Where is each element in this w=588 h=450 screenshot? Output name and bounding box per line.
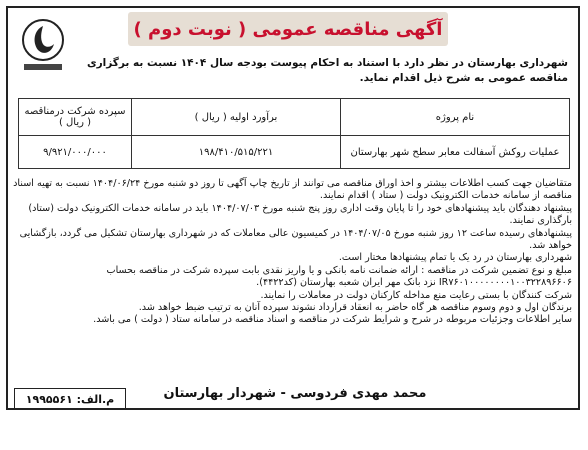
- condition-8: سایر اطلاعات وجزئیات مربوطه در شرح و شرایط شرکت در مناقصه و اسناد مناقصه در سامانه ستاد ( دولت ) می باشد.: [93, 314, 572, 326]
- municipality-logo: [14, 16, 72, 78]
- signature: محمد مهدی فردوسی - شهردار بهارستان: [163, 386, 427, 401]
- intro-paragraph: شهرداری بهارستان در نظر دارد با استناد به احکام پیوست بودجه سال ۱۴۰۴ نسبت به برگزاری مناقصه عمومی به شرح ذیل اقدام نماید.: [87, 57, 568, 84]
- cell-project-name: عملیات روکش آسفالت معابر سطح شهر بهارستان: [341, 136, 570, 169]
- publication-code: م.الف: ۱۹۹۵۵۶۱: [14, 388, 126, 410]
- cell-deposit: ۹/۹۲۱/۰۰۰/۰۰۰: [19, 136, 132, 169]
- condition-3: پیشنهادهای رسیده ساعت ۱۲ روز شنبه مورخ ۱۴۰۴/۰۷/۰۵ در کمیسیون عالی معاملات که در شهرداری بهارستان تشکیل می گردد، بازگشایی خواهد شد.: [19, 227, 572, 252]
- header-project-name: نام پروژه: [341, 99, 570, 136]
- project-table: [18, 98, 570, 169]
- conditions-section: [12, 178, 572, 327]
- condition-1: متقاضیان جهت کسب اطلاعات بیشتر و اخذ اوراق مناقصه می توانند از تاریخ چاپ آگهی تا روز دو شنبه مورخ ۱۴۰۴/۰۶/۲۴ نسبت به تهیه اسناد مناقصه از سامانه خدمات الکترونیک دولت ( ستاد ) اقدام نمایند.: [13, 178, 572, 202]
- cell-initial-estimate: ۱۹۸/۴۱۰/۵۱۵/۲۲۱: [132, 136, 341, 169]
- table-row: [19, 136, 570, 169]
- condition-5: مبلغ و نوع تضمین شرکت در مناقصه : ارائه ضمانت نامه بانکی و یا واریز نقدی بابت سپرده شرکت در مناقصه بحساب IR۷۶۰۱۰۰۰۰۰۰۰۰۱۰۰۳۲۲۸۹۶۶۰۶ نزد بانک مهر ایران شعبه بهارستان (کد۴۴۲۲).: [106, 264, 572, 289]
- header-initial-estimate: برآورد اولیه ( ریال ): [132, 99, 341, 136]
- header-deposit: سپرده شرکت درمناقصه ( ریال ): [19, 99, 132, 136]
- ad-title: آگهی مناقصه عمومی ( نوبت دوم ): [133, 18, 443, 40]
- condition-4: شهرداری بهارستان در رد یک یا تمام پیشنهادها مختار است.: [338, 252, 572, 264]
- condition-6: شرکت کنندگان با بستی رعایت منع مداخله کارکنان دولت در معاملات را نمایند.: [260, 289, 572, 301]
- condition-2: پیشنهاد دهندگان باید پیشنهادهای خود را تا پایان وقت اداری روز پنج شنبه مورخ ۱۴۰۴/۰۷/۰۳ باید در سامانه خدمات الکترونیک دولت (ستاد) بارگذاری نمایند.: [28, 202, 572, 227]
- ad-title-bar: [128, 12, 448, 46]
- condition-7: برندگان اول و دوم وسوم مناقصه هر گاه حاضر به انعقاد قرارداد نشوند سپرده آنان به ترتیب ضبط خواهد شد.: [138, 302, 572, 314]
